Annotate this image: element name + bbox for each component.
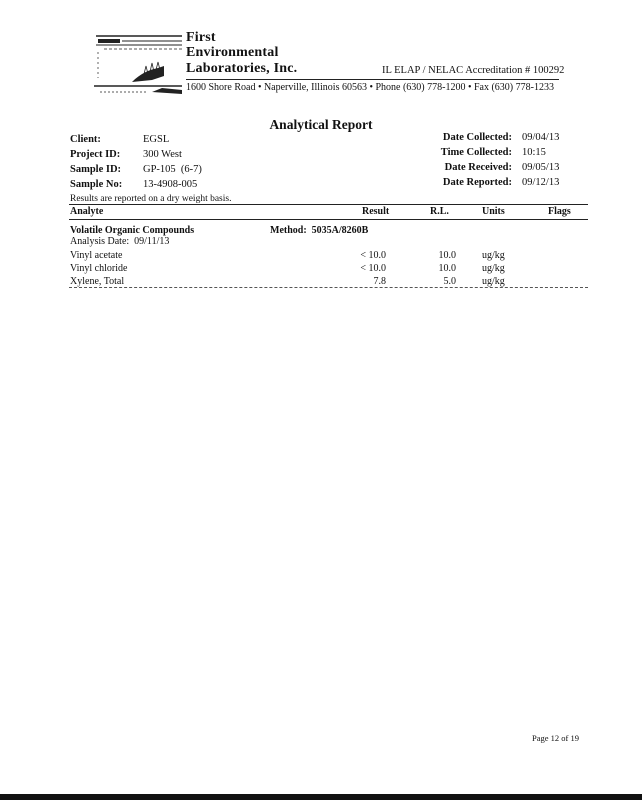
date-received-value: 09/05/13 xyxy=(522,162,560,173)
date-collected-value: 09/04/13 xyxy=(522,132,560,143)
units-value: ug/kg xyxy=(482,276,505,287)
analyte-name: Vinyl chloride xyxy=(70,263,128,274)
analysis-date: Analysis Date: 09/11/13 xyxy=(70,236,170,247)
company-name-line1: First xyxy=(186,30,216,45)
table-top-divider xyxy=(69,204,588,205)
report-title: Analytical Report xyxy=(269,117,373,132)
units-value: ug/kg xyxy=(482,263,505,274)
table-end-divider xyxy=(69,287,588,288)
col-header-result: Result xyxy=(362,206,390,217)
company-name-line3: Laboratories, Inc. xyxy=(186,61,298,76)
col-header-rl: R.L. xyxy=(430,206,449,217)
analyte-name: Vinyl acetate xyxy=(70,250,123,261)
time-collected-label: Time Collected: xyxy=(440,147,512,158)
result-value: < 10.0 xyxy=(360,263,386,274)
rl-value: 5.0 xyxy=(443,276,456,287)
company-name-line2: Environmental xyxy=(186,45,279,60)
sample-no-label: Sample No: xyxy=(70,179,123,190)
rl-value: 10.0 xyxy=(438,263,456,274)
result-value: 7.8 xyxy=(373,276,386,287)
table-row xyxy=(0,263,642,276)
table-header-divider xyxy=(69,219,588,220)
date-collected-label: Date Collected: xyxy=(442,132,512,143)
analyte-name: Xylene, Total xyxy=(70,276,125,287)
sample-no-value: 13-4908-005 xyxy=(143,179,198,190)
analyte-group-title: Volatile Organic Compounds xyxy=(70,225,195,236)
project-id-label: Project ID: xyxy=(70,149,121,160)
company-logo-icon xyxy=(92,30,186,100)
client-label: Client: xyxy=(70,134,101,145)
header-divider xyxy=(186,79,559,80)
col-header-analyte: Analyte xyxy=(70,206,104,217)
rl-value: 10.0 xyxy=(438,250,456,261)
method-label: Method: 5035A/8260B xyxy=(270,225,369,236)
col-header-units: Units xyxy=(482,206,505,217)
time-collected-value: 10:15 xyxy=(522,147,546,158)
date-reported-label: Date Reported: xyxy=(442,177,512,188)
table-row xyxy=(0,250,642,263)
company-address: 1600 Shore Road • Naperville, Illinois 60563 • Phone (630) 778-1200 • Fax (630) 778-1233 xyxy=(186,82,554,93)
col-header-flags: Flags xyxy=(548,206,571,217)
date-reported-value: 09/12/13 xyxy=(522,177,560,188)
accreditation-text: IL ELAP / NELAC Accreditation # 100292 xyxy=(382,65,565,76)
result-value: < 10.0 xyxy=(360,250,386,261)
client-value: EGSL xyxy=(143,134,170,145)
units-value: ug/kg xyxy=(482,250,505,261)
project-id-value: 300 West xyxy=(143,149,182,160)
date-received-label: Date Received: xyxy=(444,162,512,173)
sample-id-label: Sample ID: xyxy=(70,164,122,175)
scan-edge-band xyxy=(0,794,642,800)
dry-weight-note: Results are reported on a dry weight basis. xyxy=(70,194,232,204)
sample-id-value: GP-105 (6-7) xyxy=(143,164,202,175)
page-number: Page 12 of 19 xyxy=(532,733,579,743)
